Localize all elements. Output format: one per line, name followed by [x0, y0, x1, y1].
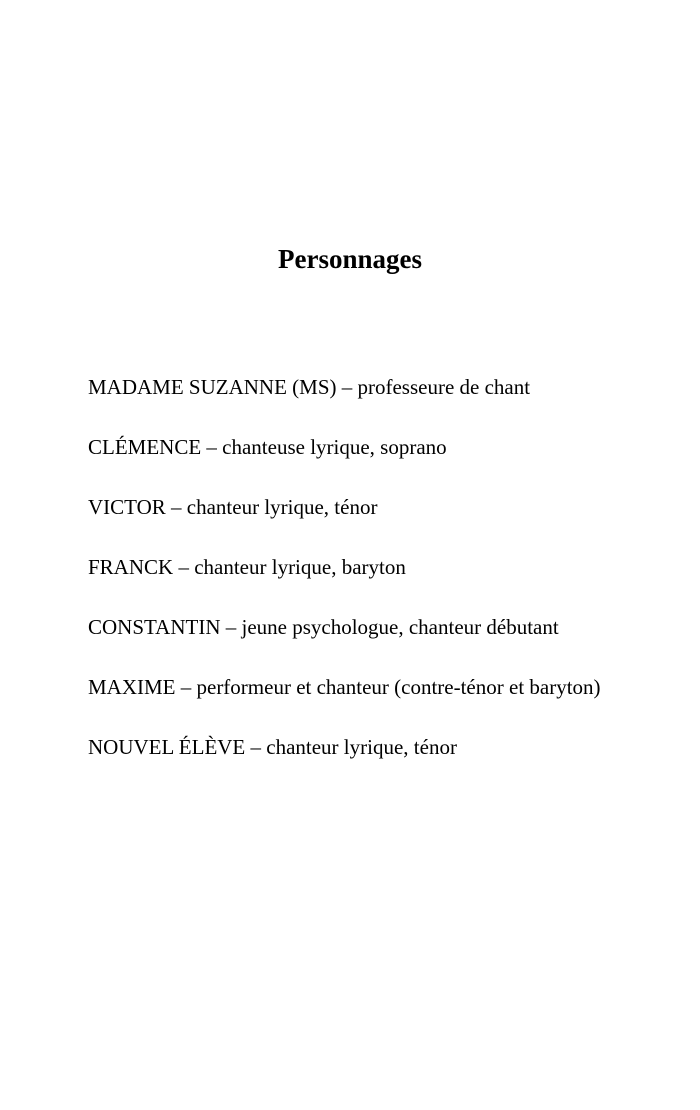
character-item: FRANCK – chanteur lyrique, baryton [88, 555, 406, 579]
character-item: MAXIME – performeur et chanteur (contre-ténor et baryton) [88, 675, 601, 699]
character-item: MADAME SUZANNE (MS) – professeure de chant [88, 375, 531, 399]
character-item: CONSTANTIN – jeune psychologue, chanteur débutant [88, 615, 559, 639]
character-item: VICTOR – chanteur lyrique, ténor [88, 495, 378, 519]
character-item: NOUVEL ÉLÈVE – chanteur lyrique, ténor [88, 735, 457, 759]
character-list [88, 372, 613, 792]
character-item: CLÉMENCE – chanteuse lyrique, soprano [88, 435, 447, 459]
page-title: Personnages [278, 244, 422, 274]
